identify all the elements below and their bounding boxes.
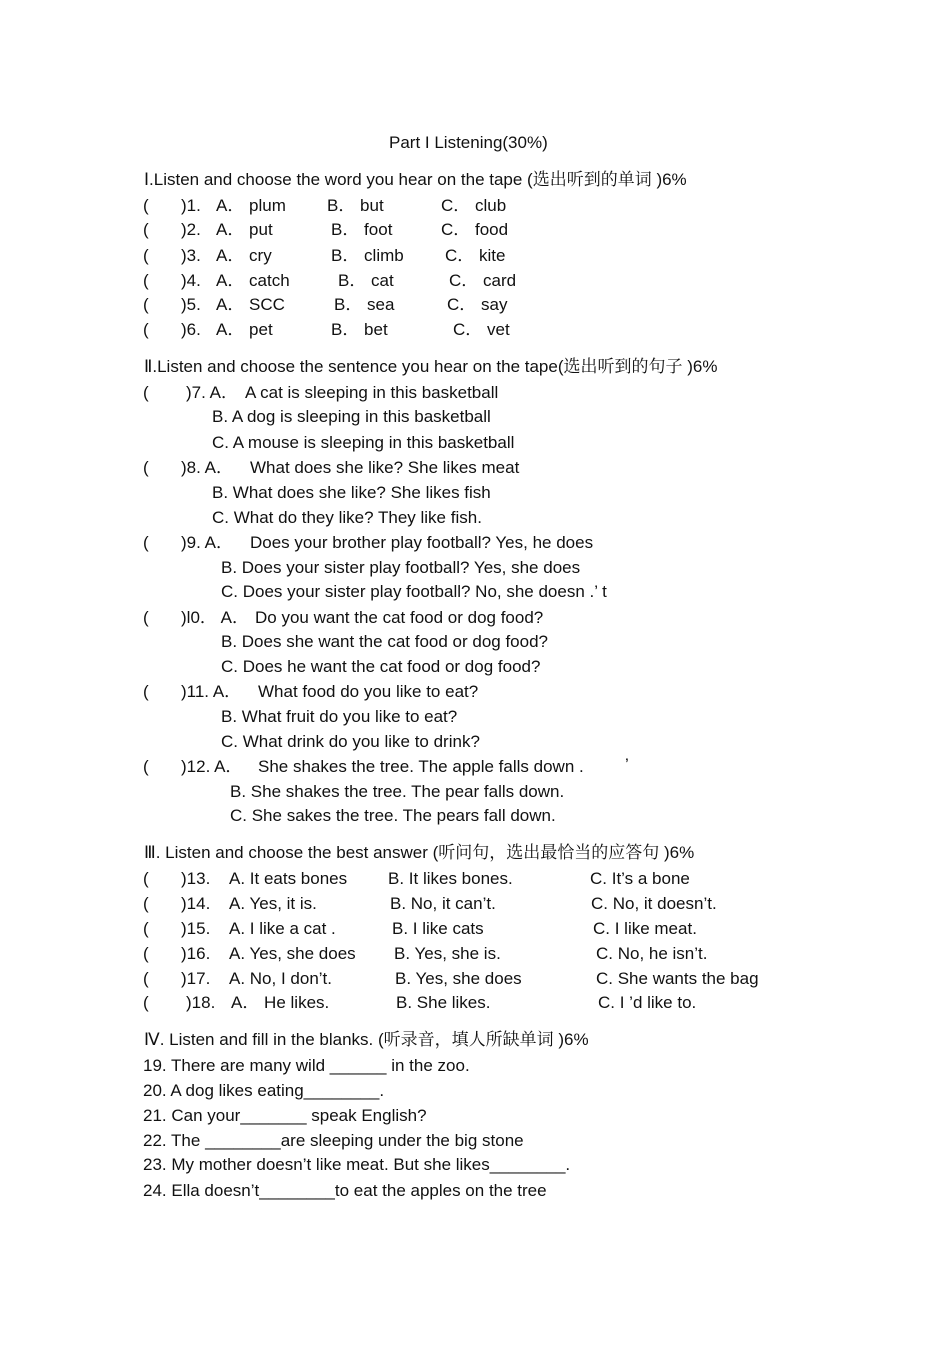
option-b: B. She shakes the tree. The pear falls down. [230,782,565,801]
option-a: A. Yes, she does [229,944,356,963]
answer-bracket: ( [143,682,149,701]
question-number: )11. A． [181,682,242,701]
fill-in-question-20: 20. A dog likes eating________. [143,1081,385,1100]
question-number: )15. [181,919,211,938]
answer-bracket: ( [143,969,149,988]
option-c: C. Does your sister play football? No, she doesn .’ t [221,582,607,601]
option-c: C. She sakes the tree. The pears fall down. [230,806,556,825]
option-a: A. Yes, it is. [229,894,317,913]
option-b: B． sea [334,295,395,314]
answer-bracket: ( [143,757,149,776]
option-b: B． foot [331,220,393,239]
option-b: B. What fruit do you like to eat? [221,707,458,726]
section-4-heading: Ⅳ. Listen and fill in the blanks. (听录音，填人所缺单词 )6% [144,1030,589,1049]
question-number: )6. [181,320,201,339]
section-1-heading: Ⅰ.Listen and choose the word you hear on the tape (选出听到的单词 )6% [144,170,687,189]
option-a: A． He likes. [231,993,330,1012]
option-c: C. No, it doesn’t. [591,894,717,913]
option-b: B. Yes, she does [395,969,522,988]
option-b: B. A dog is sleeping in this basketball [212,407,491,426]
option-a: What food do you like to eat? [258,682,479,701]
question-number: )l0． A． [181,608,250,627]
option-b: B. Yes, she is. [394,944,501,963]
option-a: A． put [216,220,273,239]
option-b: B. I like cats [392,919,484,938]
option-a: A． SCC [216,295,285,314]
option-c: C． say [447,295,508,314]
option-c: C． food [441,220,509,239]
stray-apostrophe-mark: ’ [625,755,629,774]
answer-bracket: ( [143,894,149,913]
question-number: )4. [181,271,201,290]
question-number: )9. A． [181,533,233,552]
question-number: )2. [181,220,201,239]
question-number: )1. [181,196,201,215]
option-c: C. I like meat. [593,919,697,938]
option-b: B. She likes. [396,993,491,1012]
option-a: What does she like? She likes meat [250,458,520,477]
option-a: A． plum [216,196,286,215]
answer-bracket: ( [143,220,149,239]
option-a: A cat is sleeping in this basketball [245,383,499,402]
option-a: Do you want the cat food or dog food? [255,608,544,627]
option-a: A． catch [216,271,290,290]
question-number: )14. [181,894,211,913]
option-a: She shakes the tree. The apple falls down . [258,757,584,776]
question-number: )18. [186,993,216,1012]
fill-in-question-21: 21. Can your_______ speak English? [143,1106,427,1125]
section-2-heading: Ⅱ.Listen and choose the sentence you hear on the tape(选出听到的句子 )6% [144,357,718,376]
answer-bracket: ( [143,869,149,888]
question-number: )12. A． [181,757,243,776]
option-b: B． but [327,196,384,215]
page-title: Part I Listening(30%) [389,133,548,152]
answer-bracket: ( [143,919,149,938]
option-c: C． kite [445,246,506,265]
answer-bracket: ( [143,320,149,339]
option-b: B. It likes bones. [388,869,513,888]
option-a: A． cry [216,246,272,265]
option-b: B. No, it can’t. [390,894,496,913]
answer-bracket: ( [143,458,149,477]
option-c: C． card [449,271,517,290]
answer-bracket: ( [143,271,149,290]
question-number: )17. [181,969,211,988]
question-number: )5. [181,295,201,314]
answer-bracket: ( [143,993,149,1012]
option-c: C. What do they like? They like fish. [212,508,482,527]
option-c: C. A mouse is sleeping in this basketball [212,433,515,452]
answer-bracket: ( [143,944,149,963]
option-a: A. No, I don’t. [229,969,332,988]
answer-bracket: ( [143,383,149,402]
section-3-heading: Ⅲ. Listen and choose the best answer (听问句，选出最恰当的应答句 )6% [144,843,695,862]
option-b: B. Does your sister play football? Yes, she does [221,558,581,577]
question-number: )7. A． [186,383,238,402]
option-c: C． club [441,196,507,215]
answer-bracket: ( [143,196,149,215]
option-c: C. It’s a bone [590,869,690,888]
question-number: )13. [181,869,211,888]
fill-in-question-23: 23. My mother doesn’t like meat. But she likes________. [143,1155,571,1174]
option-c: C. She wants the bag [596,969,759,988]
answer-bracket: ( [143,246,149,265]
option-c: C. I ’d like to. [598,993,697,1012]
answer-bracket: ( [143,608,149,627]
option-c: C． vet [453,320,510,339]
option-b: B． cat [338,271,394,290]
option-a: A. I like a cat . [229,919,336,938]
option-b: B. Does she want the cat food or dog food? [221,632,548,651]
fill-in-question-22: 22. The ________are sleeping under the big stone [143,1131,524,1150]
fill-in-question-19: 19. There are many wild ______ in the zoo. [143,1056,470,1075]
question-number: )3. [181,246,201,265]
question-number: )8. A． [181,458,233,477]
option-a: A. It eats bones [229,869,348,888]
option-c: C. No, he isn’t. [596,944,708,963]
option-a: A． pet [216,320,273,339]
answer-bracket: ( [143,533,149,552]
option-b: B． climb [331,246,404,265]
option-c: C. Does he want the cat food or dog food? [221,657,541,676]
option-a: Does your brother play football? Yes, he does [250,533,594,552]
question-number: )16. [181,944,211,963]
option-b: B． bet [331,320,388,339]
fill-in-question-24: 24. Ella doesn’t________to eat the apples on the tree [143,1181,547,1200]
option-b: B. What does she like? She likes fish [212,483,491,502]
answer-bracket: ( [143,295,149,314]
option-c: C. What drink do you like to drink? [221,732,480,751]
